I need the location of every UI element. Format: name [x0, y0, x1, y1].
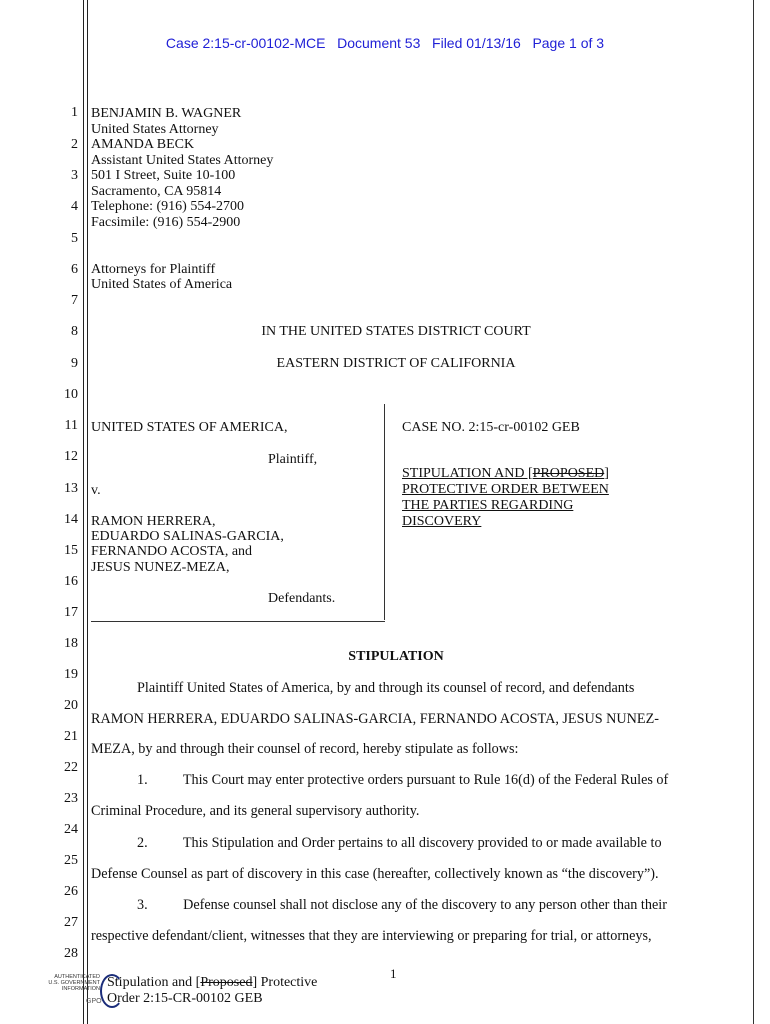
line-number: 25	[64, 853, 78, 868]
caption-divider-horizontal	[91, 621, 385, 622]
attorneys-for: United States of America	[91, 277, 233, 292]
caption-divider-vertical	[384, 404, 385, 620]
line-number: 16	[64, 574, 78, 589]
document-title-line: PROTECTIVE ORDER BETWEEN	[402, 482, 609, 497]
line-number: 15	[64, 543, 78, 558]
document-title	[402, 466, 609, 482]
footer-case: Order 2:15-CR-00102 GEB	[107, 991, 263, 1006]
body-line: 1. This Court may enter protective orders pursuant to Rule 16(d) of the Federal Rules of	[137, 772, 669, 788]
line-number: 4	[71, 199, 78, 214]
title-part: ]	[604, 466, 609, 481]
attorney-line: Sacramento, CA 95814	[91, 184, 222, 199]
line-number: 18	[64, 636, 78, 651]
line-number: 12	[64, 449, 78, 464]
line-number: 11	[64, 418, 78, 433]
seal-emblem-icon	[100, 974, 124, 1008]
page-number: 1	[390, 966, 397, 981]
left-margin-rule-inner	[87, 0, 88, 1024]
attorney-line: Telephone: (916) 554-2700	[91, 199, 244, 214]
body-line: Criminal Procedure, and its general supervisory authority.	[91, 803, 420, 819]
line-number: 2	[71, 137, 78, 152]
body-line: 2. This Stipulation and Order pertains to all discovery provided to or made available to	[137, 835, 662, 851]
plaintiff-name: UNITED STATES OF AMERICA,	[91, 420, 288, 435]
line-number: 20	[64, 698, 78, 713]
line-number: 5	[71, 231, 78, 246]
seal-text-line: U.S. GOVERNMENT	[48, 980, 100, 986]
section-heading: STIPULATION	[348, 649, 444, 664]
title-struck: PROPOSED	[532, 466, 605, 481]
line-number: 3	[71, 168, 78, 183]
attorney-line: 501 I Street, Suite 10-100	[91, 168, 236, 183]
line-number: 8	[71, 324, 78, 339]
line-number: 26	[64, 884, 78, 899]
attorney-line: Assistant United States Attorney	[91, 153, 274, 168]
seal-text-line: AUTHENTICATED	[54, 974, 100, 980]
attorneys-for: Attorneys for Plaintiff	[91, 262, 216, 277]
document-title-line: THE PARTIES REGARDING	[402, 498, 574, 513]
document-title-line: DISCOVERY	[402, 514, 482, 529]
line-number: 22	[64, 760, 78, 775]
line-number: 28	[64, 946, 78, 961]
defendant-role: Defendants.	[268, 591, 336, 606]
line-number: 19	[64, 667, 78, 682]
body-line: MEZA, by and through their counsel of record, hereby stipulate as follows:	[91, 741, 519, 757]
line-number: 6	[71, 262, 78, 277]
plaintiff-role: Plaintiff,	[268, 452, 318, 467]
court-name: IN THE UNITED STATES DISTRICT COURT	[261, 324, 531, 339]
line-number: 7	[71, 293, 78, 308]
defendant-name: JESUS NUNEZ-MEZA,	[91, 560, 230, 575]
body-line: RAMON HERRERA, EDUARDO SALINAS-GARCIA, FERNANDO ACOSTA, JESUS NUNEZ-	[91, 711, 659, 727]
seal-gpo: GPO	[86, 998, 102, 1005]
versus: v.	[91, 483, 101, 498]
line-number: 27	[64, 915, 78, 930]
defendant-name: RAMON HERRERA,	[91, 514, 216, 529]
case-header: Case 2:15-cr-00102-MCE Document 53 Filed 01/13/16 Page 1 of 3	[165, 35, 605, 51]
seal-text-line: INFORMATION	[61, 986, 100, 992]
title-part: STIPULATION AND [	[402, 466, 533, 481]
line-number: 10	[64, 387, 78, 402]
body-line: Plaintiff United States of America, by and through its counsel of record, and defendants	[137, 680, 635, 696]
footer-part: ] Protective	[252, 975, 318, 990]
line-number: 14	[64, 512, 78, 527]
line-number: 17	[64, 605, 78, 620]
defendant-name: FERNANDO ACOSTA, and	[91, 544, 253, 559]
line-number: 9	[71, 356, 78, 371]
defendant-name: EDUARDO SALINAS-GARCIA,	[91, 529, 284, 544]
case-number: CASE NO. 2:15-cr-00102 GEB	[402, 420, 580, 435]
line-number: 23	[64, 791, 78, 806]
body-line: 3. Defense counsel shall not disclose any of the discovery to any person other than their	[137, 897, 667, 913]
attorney-line: United States Attorney	[91, 122, 219, 137]
footer-part: Stipulation and [	[107, 975, 201, 990]
attorney-line: AMANDA BECK	[91, 137, 195, 152]
line-number: 13	[64, 481, 78, 496]
attorney-line: Facsimile: (916) 554-2900	[91, 215, 241, 230]
footer-struck: Proposed	[200, 975, 253, 990]
gpo-authentication-seal	[42, 972, 112, 1018]
left-margin-rule	[83, 0, 84, 1024]
attorney-line: BENJAMIN B. WAGNER	[91, 106, 242, 121]
court-district: EASTERN DISTRICT OF CALIFORNIA	[276, 356, 516, 371]
right-margin-rule	[753, 0, 754, 1024]
seal-text	[42, 974, 100, 992]
footer-title	[107, 975, 317, 991]
line-number: 21	[64, 729, 78, 744]
line-number: 1	[71, 105, 78, 120]
line-number: 24	[64, 822, 78, 837]
body-line: Defense Counsel as part of discovery in this case (hereafter, collectively known as “the discovery”).	[91, 866, 659, 882]
body-line: respective defendant/client, witnesses that they are interviewing or preparing for trial, or attorneys,	[91, 928, 652, 944]
